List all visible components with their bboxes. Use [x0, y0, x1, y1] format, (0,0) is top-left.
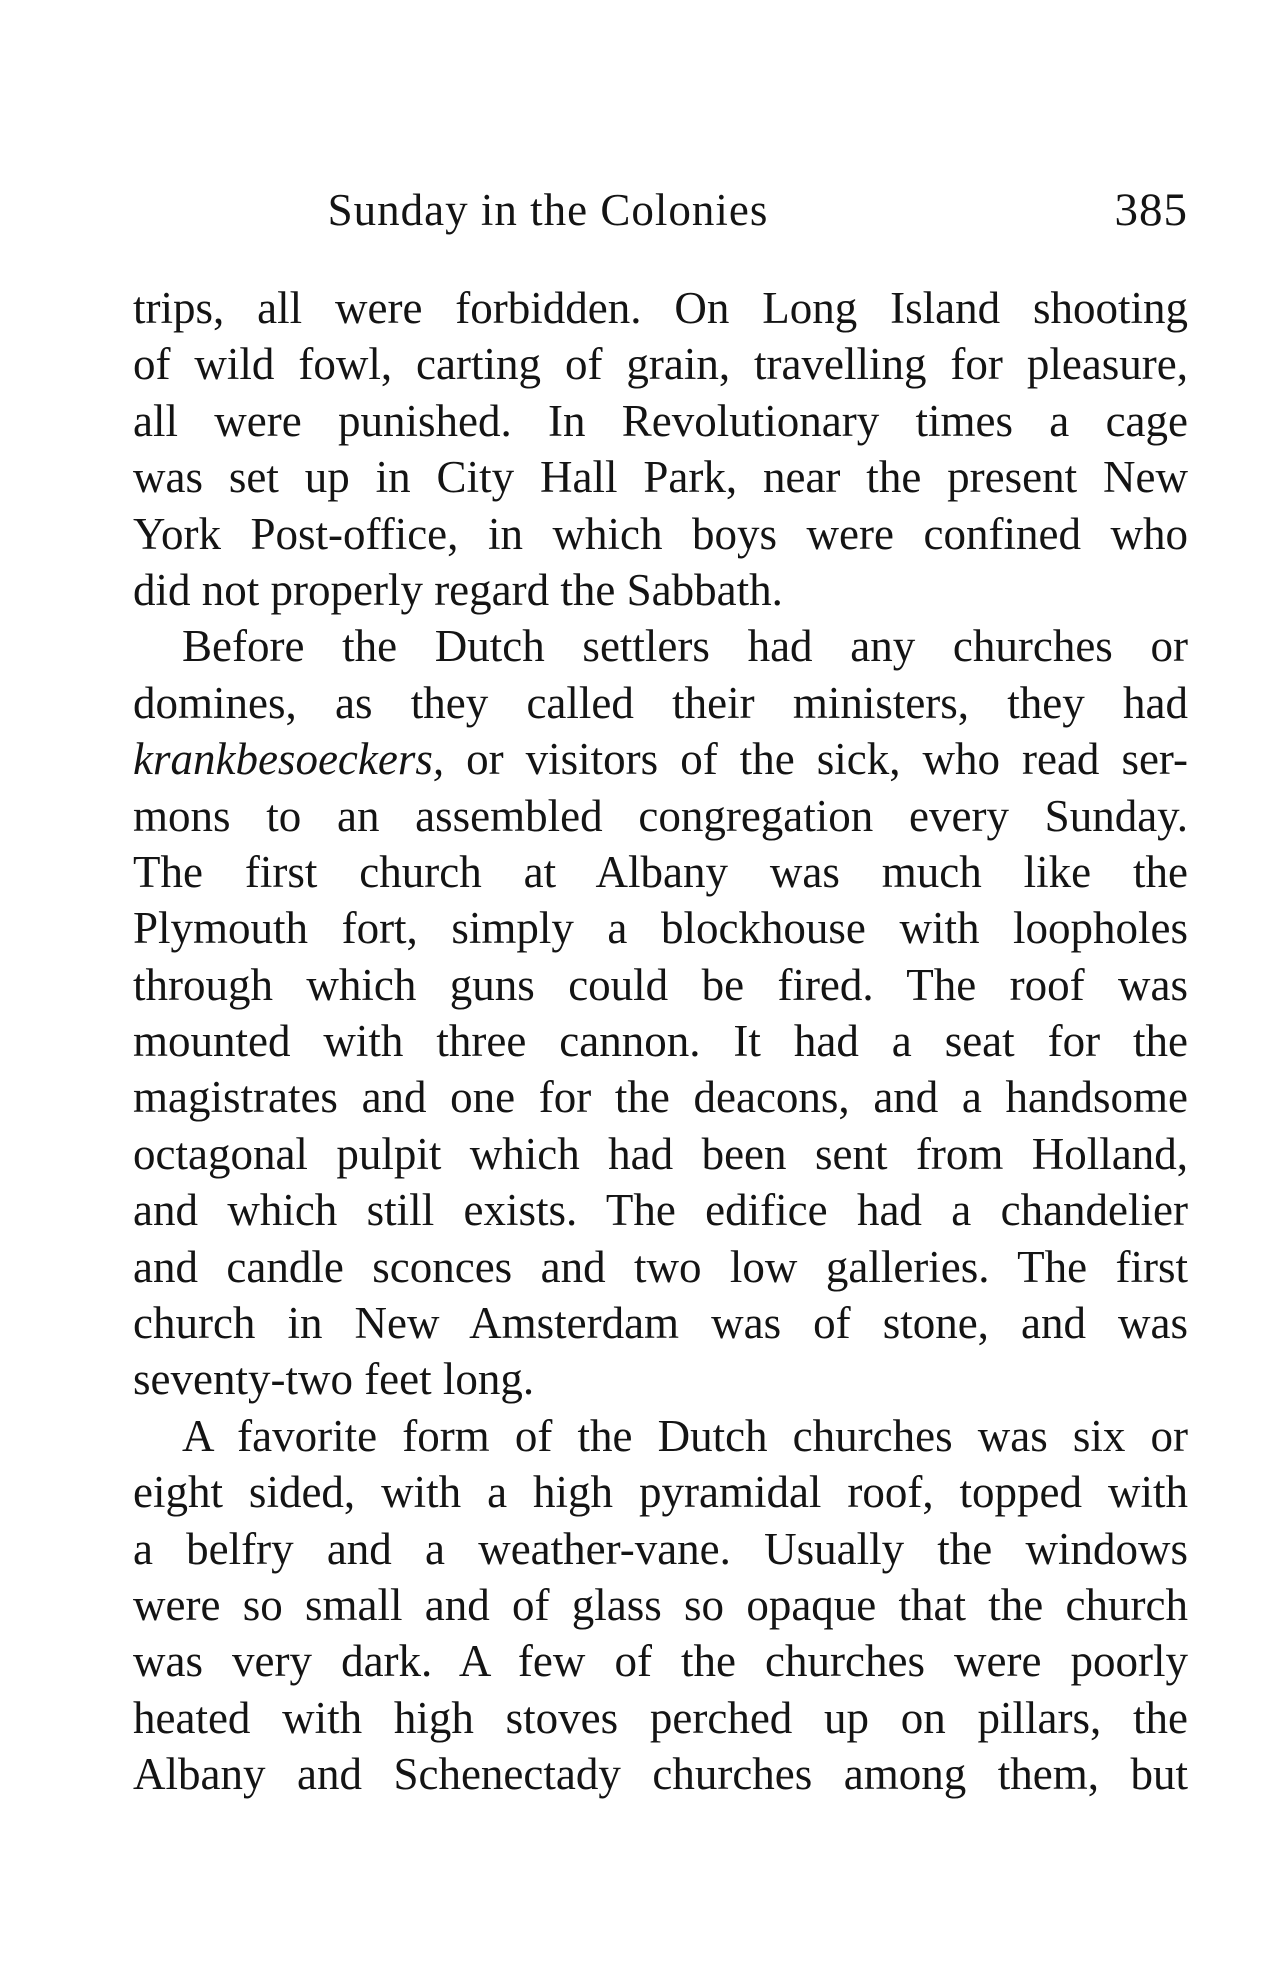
text-line: domines, as they called their ministers, they had [133, 677, 1188, 728]
text-line: mons to an assembled congregation every Sunday. [133, 790, 1188, 841]
text-line: a belfry and a weather-vane. Usually the windows [133, 1523, 1188, 1574]
body-text [133, 280, 1188, 1803]
text-line: seventy-two feet long. [133, 1354, 535, 1405]
text-line: Plymouth fort, simply a blockhouse with loopholes [133, 903, 1188, 954]
paragraph-3 [133, 1408, 1188, 1803]
text-line: trips, all were forbidden. On Long Island shooting [133, 283, 1188, 333]
text-line: and which still exists. The edifice had a chandelier [133, 1185, 1188, 1236]
text-line: through which guns could be fired. The roof was [133, 959, 1188, 1010]
text-line: The first church at Albany was much like the [133, 846, 1188, 897]
text-line: was very dark. A few of the churches were poorly [133, 1636, 1188, 1687]
text-line: all were punished. In Revolutionary times a cage [133, 395, 1188, 446]
text-line-with-italic [133, 731, 1188, 787]
text-line: York Post-office, in which boys were confined who [133, 508, 1188, 559]
text-line-rest: or visitors of the sick, who read ser- [466, 734, 1189, 785]
text-line: heated with high stoves perched up on pillars, the [133, 1692, 1188, 1743]
text-line: of wild fowl, carting of grain, travelling for pleasure, [133, 339, 1188, 390]
paragraph-2 [133, 618, 1188, 1407]
text-line: mounted with three cannon. It had a seat for the [133, 1016, 1188, 1067]
paragraph-1 [133, 280, 1188, 618]
text-line: were so small and of glass so opaque that the church [133, 1579, 1188, 1630]
text-line: eight sided, with a high pyramidal roof, topped with [133, 1467, 1188, 1518]
running-title: Sunday in the Colonies [327, 185, 769, 235]
text-line: Before the Dutch settlers had any churches or [182, 621, 1188, 672]
page-number: 385 [1114, 184, 1188, 236]
text-line: octagonal pulpit which had been sent from Holland, [133, 1128, 1188, 1179]
text-line: magistrates and one for the deacons, and a handsome [133, 1072, 1188, 1123]
text-line: and candle sconces and two low galleries. The first [133, 1241, 1188, 1292]
text-line: A favorite form of the Dutch churches was six or [182, 1410, 1188, 1461]
text-line: was set up in City Hall Park, near the present New [133, 452, 1188, 503]
italic-term: krankbesoeckers, [133, 734, 445, 785]
text-line: church in New Amsterdam was of stone, and was [133, 1298, 1188, 1349]
text-line: Albany and Schenectady churches among them, but [133, 1749, 1188, 1800]
running-head [133, 178, 1188, 242]
text-line: did not properly regard the Sabbath. [133, 564, 783, 615]
